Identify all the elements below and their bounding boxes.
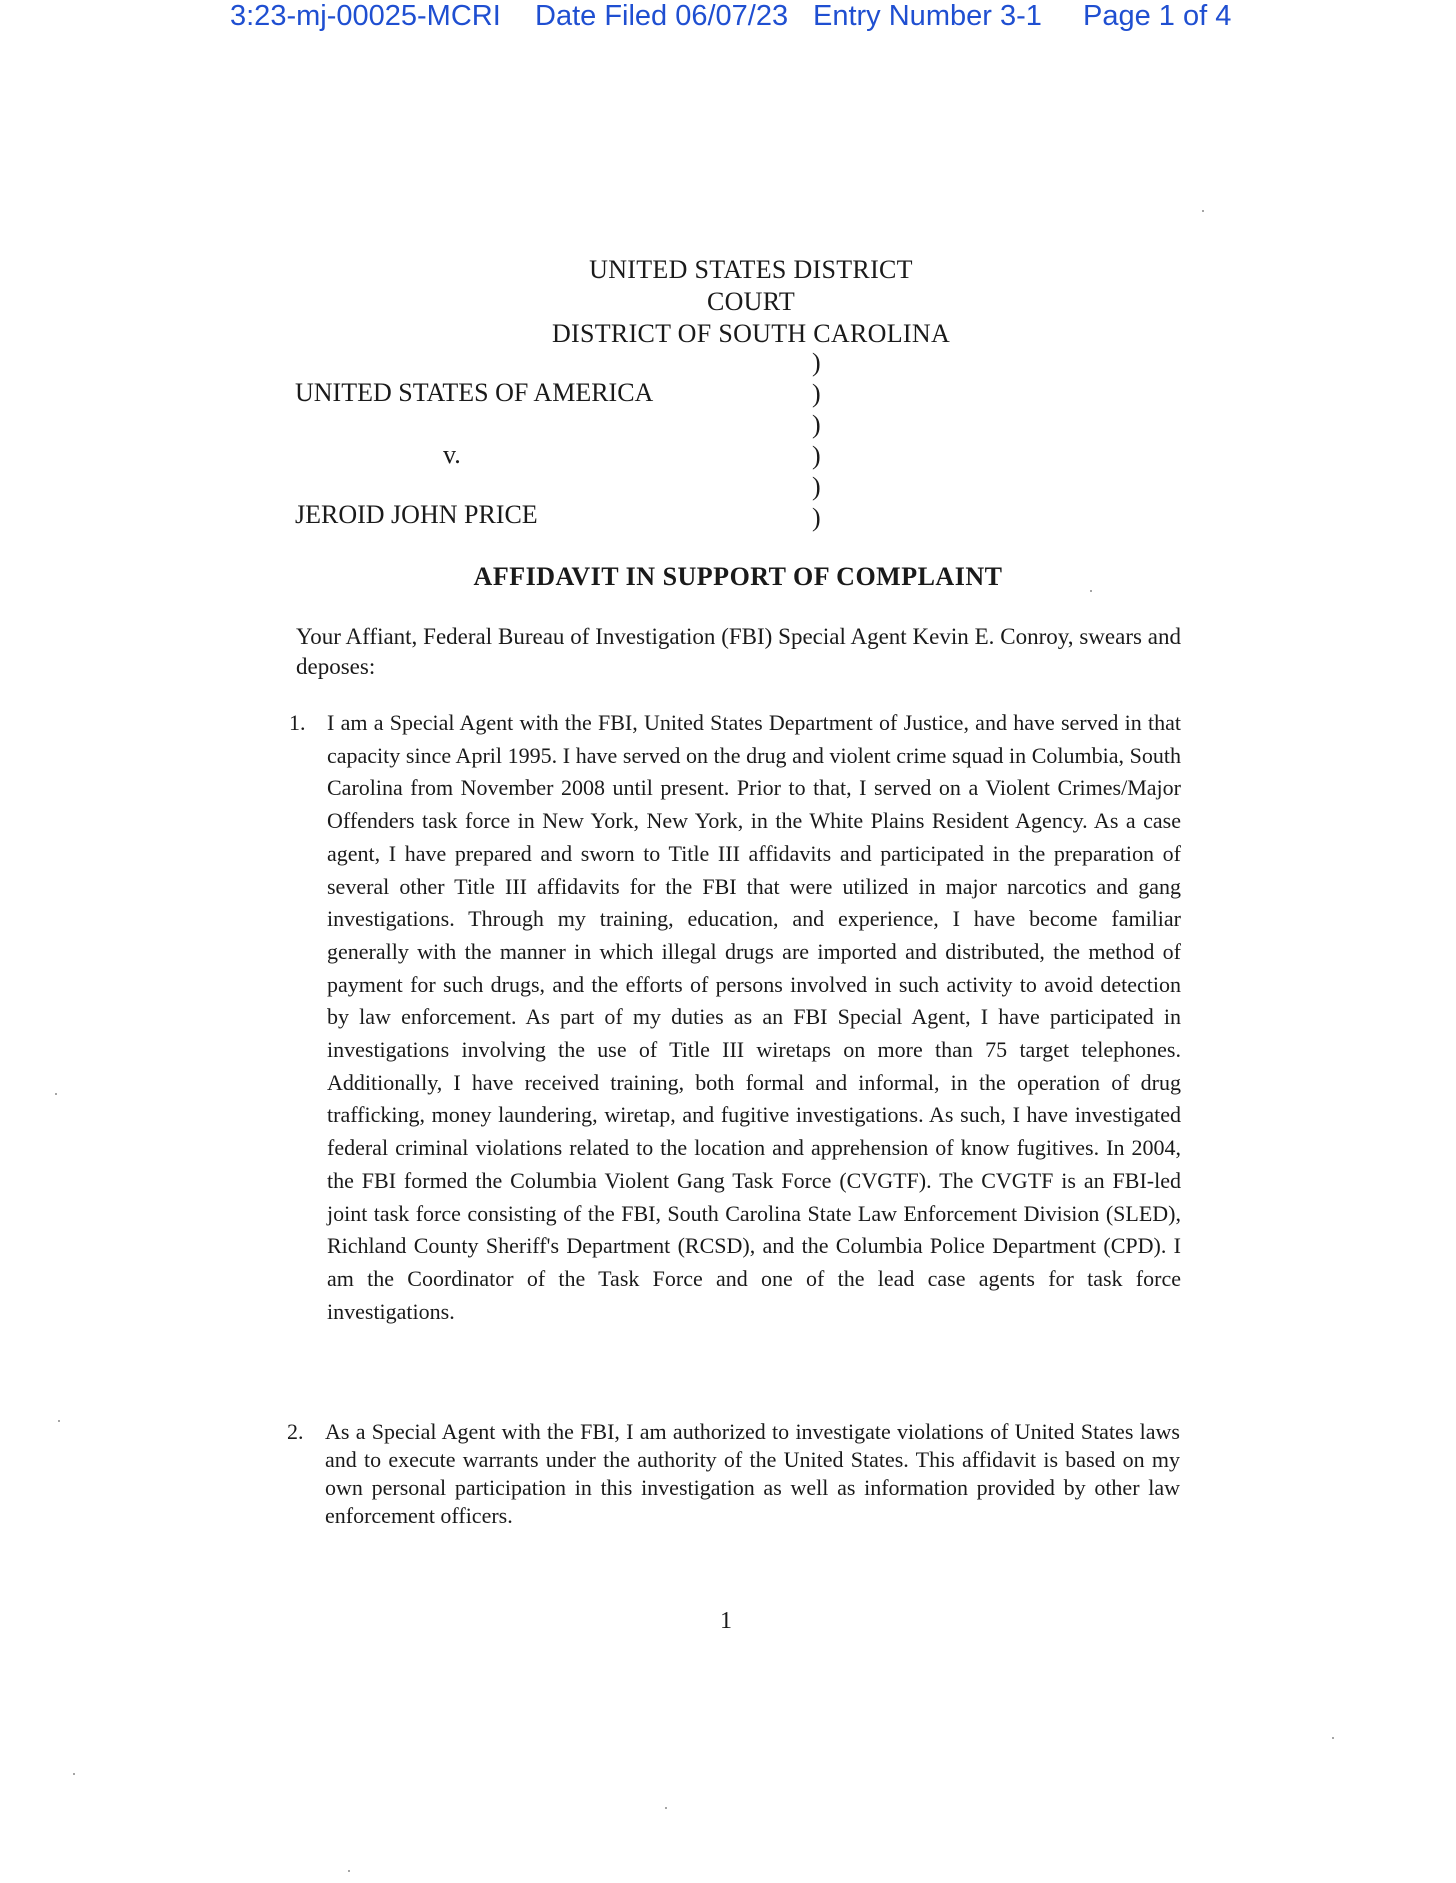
versus: v. <box>443 440 461 469</box>
case-number: 3:23-mj-00025-MCRI <box>230 0 501 32</box>
caption-paren: ) <box>812 410 821 439</box>
scan-speck <box>55 1093 57 1095</box>
scan-speck <box>348 1870 350 1872</box>
caption-parentheses <box>812 347 821 533</box>
numbered-paragraph <box>289 707 1181 1328</box>
paragraph-number: 1. <box>289 710 306 735</box>
scan-speck <box>665 1807 667 1809</box>
date-filed: Date Filed 06/07/23 <box>535 0 789 32</box>
page-number: 1 <box>720 1608 732 1634</box>
numbered-paragraph <box>287 1418 1180 1530</box>
court-heading <box>0 254 1456 350</box>
court-name: UNITED STATES DISTRICT COURT <box>589 255 913 316</box>
paragraph-text: As a Special Agent with the FBI, I am authorized to investigate violations of United States laws and to execute warrants under the authority of the United States. This affidavit is based on my own personal participation in this investigation as well as information provided by other law enforcement officers. <box>325 1419 1180 1528</box>
caption-paren: ) <box>812 503 821 532</box>
scan-speck <box>73 1773 75 1775</box>
scan-speck <box>1090 590 1092 592</box>
scan-speck <box>58 1420 60 1422</box>
caption-paren: ) <box>812 472 821 501</box>
plaintiff-name: UNITED STATES OF AMERICA <box>295 378 654 407</box>
scan-speck <box>1202 210 1204 212</box>
document-title-text: AFFIDAVIT IN SUPPORT OF COMPLAINT <box>473 562 1003 591</box>
court-district: DISTRICT OF SOUTH CAROLINA <box>551 319 951 348</box>
paragraph-number: 2. <box>287 1419 304 1444</box>
defendant-name: JEROID JOHN PRICE <box>295 500 538 529</box>
ecf-header <box>230 0 1230 40</box>
caption-paren: ) <box>812 441 821 470</box>
caption-paren: ) <box>812 379 821 408</box>
caption-paren: ) <box>812 348 821 377</box>
page-count: Page 1 of 4 <box>1083 0 1232 32</box>
entry-number: Entry Number 3-1 <box>813 0 1042 32</box>
document-title <box>0 562 1456 592</box>
paragraph-text: I am a Special Agent with the FBI, United States Department of Justice, and have served in that capacity since April 1995. I have served on the drug and violent crime squad in Columbia, South Carolina from November 2008 until present. Prior to that, I served on a Violent Crimes/Major Offenders task force in New York, New York, in the White Plains Resident Agency. As a case agent, I have prepared and sworn to Title III affidavits and participated in the preparation of several other Title III affidavits for the FBI that were utilized in major narcotics and gang investigations. Through my training, education, and experience, I have become familiar generally with the manner in which illegal drugs are imported and distributed, the method of payment for such drugs, and the efforts of persons involved in such activity to avoid detection by law enforcement. As part of my duties as an FBI Special Agent, I have participated in investigations involving the use of Title III wiretaps on more than 75 target telephones. Additionally, I have received training, both formal and informal, in the operation of drug trafficking, money laundering, wiretap, and fugitive investigations. As such, I have investigated federal criminal violations related to the location and apprehension of know fugitives. In 2004, the FBI formed the Columbia Violent Gang Task Force (CVGTF). The CVGTF is an FBI-led joint task force consisting of the FBI, South Carolina State Law Enforcement Division (SLED), Richland County Sheriff's Department (RCSD), and the Columbia Police Department (CPD). I am the Coordinator of the Task Force and one of the lead case agents for task force investigations. <box>327 710 1181 1324</box>
scan-speck <box>1332 1737 1334 1739</box>
intro-paragraph: Your Affiant, Federal Bureau of Investigation (FBI) Special Agent Kevin E. Conroy, swears and deposes: <box>296 624 1181 679</box>
